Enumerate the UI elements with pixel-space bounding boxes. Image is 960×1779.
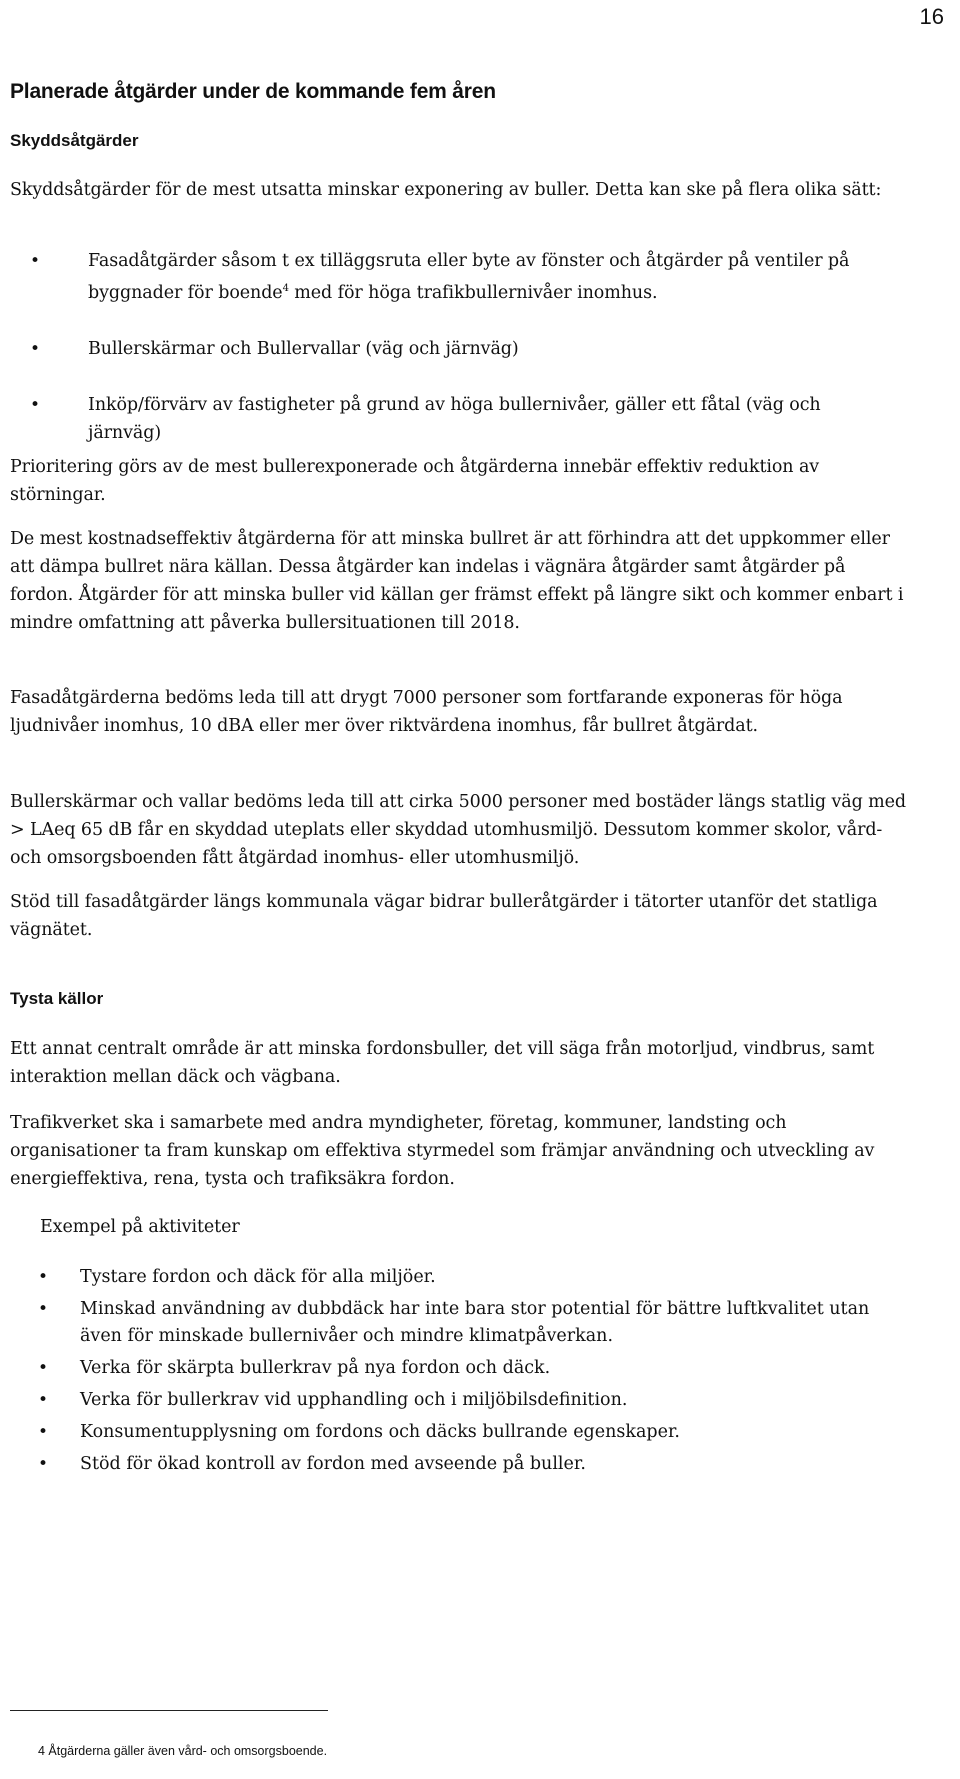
paragraph: Fasadåtgärderna bedöms leda till att drygt 7000 personer som fortfarande exponeras för höga ljudnivåer inomhus, 10 dBA eller mer över riktvärdena inomhus, får bullret åtgärdat. [10,688,843,736]
list-item-text: Inköp/förvärv av fastigheter på grund av höga bullernivåer, gäller ett fåtal (väg och järnväg) [88,394,821,443]
list-item-text: Bullerskärmar och Bullervallar (väg och järnväg) [88,338,519,359]
list-item: • Verka för skärpta bullerkrav på nya fordon och däck. [80,1355,880,1382]
intro-paragraph: Skyddsåtgärder för de mest utsatta minskar exponering av buller. Detta kan ske på flera olika sätt: [10,180,882,200]
section-title-skyddsatgarder: Skyddsåtgärder [10,131,139,150]
section-title-tysta-kallor: Tysta källor [10,989,104,1008]
list-item: • Tystare fordon och däck för alla miljöer. [80,1264,880,1291]
paragraph: Stöd till fasadåtgärder längs kommunala vägar bidrar bulleråtgärder i tätorter utanför det statliga vägnätet. [10,892,878,940]
examples-list [80,1264,880,1478]
examples-title: Exempel på aktiviteter [40,1217,240,1237]
footnote-separator [10,1710,328,1711]
paragraph: Trafikverket ska i samarbete med andra myndigheter, företag, kommuner, landsting och organisationer ta fram kunskap om effektiva styrmedel som främjar användning och utveckling av energieffektiva, rena, tysta och trafiksäkra fordon. [10,1113,875,1189]
list-item [88,335,888,363]
list-item: • Verka för bullerkrav vid upphandling och i miljöbilsdefinition. [80,1387,880,1414]
list-item-text: med för höga trafikbullernivåer inomhus. [288,282,658,303]
measures-list [88,247,888,447]
paragraph: Bullerskärmar och vallar bedöms leda till att cirka 5000 personer med bostäder längs statlig väg med > LAeq 65 dB får en skyddad uteplats eller skyddad utomhusmiljö. Dessutom kommer skolor, vård- och omsorgsboenden fått åtgärdad inomhus- eller utomhusmiljö. [10,792,907,868]
paragraph: De mest kostnadseffektiv åtgärderna för att minska bullret är att förhindra att det uppkommer eller att dämpa bullret nära källan. Dessa åtgärder kan indelas i vägnära åtgärder samt åtgärder på fordon. Åtgärder för att minska buller vid källan ger främst effekt på längre sikt och kommer enbart i mindre omfattning att påverka bullersituationen till 2018. [10,529,904,633]
list-item [88,391,888,447]
list-item: • Minskad användning av dubbdäck har inte bara stor potential för bättre luftkvalitet utan även för minskade bullernivåer och mindre klimatpåverkan. [80,1296,880,1350]
list-item: • Konsumentupplysning om fordons och däcks bullrande egenskaper. [80,1419,880,1446]
footnote-ref: 4 [282,283,289,294]
paragraph: Prioritering görs av de mest bullerexponerade och åtgärderna innebär effektiv reduktion av störningar. [10,457,820,505]
footnote: 4 Åtgärderna gäller även vård- och omsorgsboende. [38,1744,328,1758]
list-item: • Stöd för ökad kontroll av fordon med avseende på buller. [80,1451,880,1478]
page-number: 16 [919,4,944,29]
list-item [88,247,888,307]
paragraph: Ett annat centralt område är att minska fordonsbuller, det vill säga från motorljud, vindbrus, samt interaktion mellan däck och vägbana. [10,1039,875,1087]
list-item-text: Fasadåtgärder såsom t ex tilläggsruta eller byte av fönster och åtgärder på ventiler på byggnader för boende [88,251,850,303]
page-heading: Planerade åtgärder under de kommande fem åren [10,80,496,103]
